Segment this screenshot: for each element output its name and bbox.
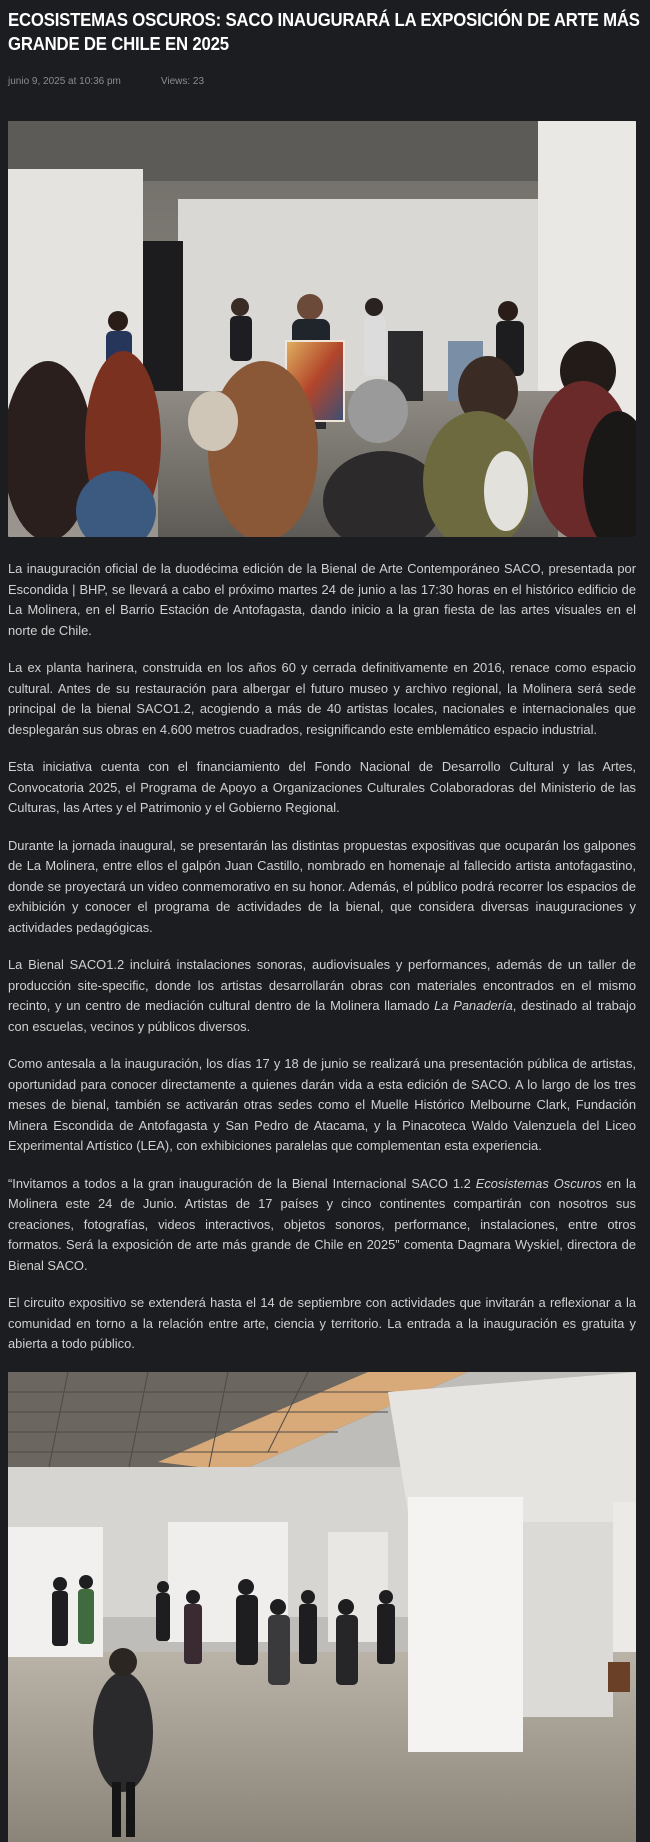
paragraph: La ex planta harinera, construida en los años 60 y cerrada definitivamente en 2016, renace como espacio cultural. Antes de su restauración para albergar el futuro museo y archivo regional, la Molinera será sede principal de la bienal SACO1.2, acogiendo a más de 40 artistas locales, nacionales e internacionales que desplegarán sus obras en 4.600 metros cuadrados, resignificando este emblemático espacio industrial. — [8, 660, 636, 737]
paragraph-text: en la Molinera este 24 de Junio. Artistas de 17 países y cinco continentes compartirán con nosotros sus creaciones, fotografías, videos interactivos, objetos sonoros, performance, instalaciones, entre otros formatos. Será la exposición de arte más grande de Chile en 2025” comenta Dagmara Wyskiel, directora de Bienal SACO. — [8, 1175, 636, 1273]
paragraph: Esta iniciativa cuenta con el financiamiento del Fondo Nacional de Desarrollo Cultural y las Artes, Convocatoria 2025, el Programa de Apoyo a Organizaciones Culturales Colaboradoras del Ministerio de las Culturas, las Artes y el Patrimonio y el Gobierno Regional. — [8, 759, 636, 815]
article-body — [8, 559, 636, 1355]
paragraph-emphasis: La Panadería — [434, 998, 513, 1013]
paragraph-text: , destinado al trabajo con escuelas, vecinos y públicos diversos. — [8, 998, 636, 1034]
article-title: ECOSISTEMAS OSCUROS: SACO INAUGURARÁ LA EXPOSICIÓN DE ARTE MÁS GRANDE DE CHILE EN 2025 — [8, 10, 640, 54]
article-meta — [8, 76, 636, 87]
inauguration-crowd-photo — [8, 121, 636, 537]
paragraph: Durante la jornada inaugural, se presentarán las distintas propuestas expositivas que ocuparán los galpones de La Molinera, entre ellos el galpón Juan Castillo, nombrado en homenaje al fallecido artista antofagastino, donde se proyectará un video conmemorativo en su honor. Además, el público podrá recorrer los espacios de exhibición y conocer el programa de actividades de la bienal, que considera diversas inauguraciones y actividades pedagógicas. — [8, 837, 636, 935]
paragraph-text: “Invitamos a todos a la gran inauguración de la Bienal Internacional SACO 1.2 — [8, 1175, 476, 1191]
paragraph: Como antesala a la inauguración, los días 17 y 18 de junio se realizará una presentación pública de artistas, oportunidad para conocer directamente a quienes darán vida a esta edición de SACO. A lo largo de los tres meses de bienal, también se activarán otras sedes como el Muelle Histórico Melbourne Clark, Fundación Minera Escondida de Antofagasta y San Pedro de Atacama, y la Pinacoteca Waldo Valenzuela del Liceo Experimental Artístico (LEA), con exhibiciones paralelas que complementan esta experiencia. — [8, 1056, 636, 1153]
gallery-photo-graphic — [8, 1372, 636, 1842]
paragraph: La inauguración oficial de la duodécima edición de la Bienal de Arte Contemporáneo SACO, presentada por Escondida | BHP, se llevará a cabo el próximo martes 24 de junio a las 17:30 horas en el histórico edificio de La Molinera, en el Barrio Estación de Antofagasta, dando inicio a la gran fiesta de las artes visuales en el norte de Chile. — [8, 561, 636, 638]
paragraph — [8, 955, 636, 1037]
paragraph-text: La Bienal SACO1.2 incluirá instalaciones sonoras, audiovisuales y performances, además de un taller de producción site-specific, donde los artistas desarrollarán obras con materiales encontrados en el mismo recinto, y un centro de mediación cultural dentro de la Molinera llamado — [8, 957, 636, 1013]
inauguration-photo-graphic — [8, 121, 636, 537]
paragraph-emphasis: Ecosistemas Oscuros — [475, 1175, 602, 1191]
article-views: Views: 23 — [160, 76, 205, 87]
gallery-hall-photo — [8, 1372, 636, 1842]
article-date: junio 9, 2025 at 10:36 pm — [8, 76, 121, 87]
paragraph: El circuito expositivo se extenderá hasta el 14 de septiembre con actividades que invitarán a reflexionar a la comunidad en torno a la relación entre arte, ciencia y territorio. La entrada a la inauguración es gratuita y abierta a todo público. — [8, 1295, 636, 1351]
paragraph — [8, 1174, 636, 1277]
